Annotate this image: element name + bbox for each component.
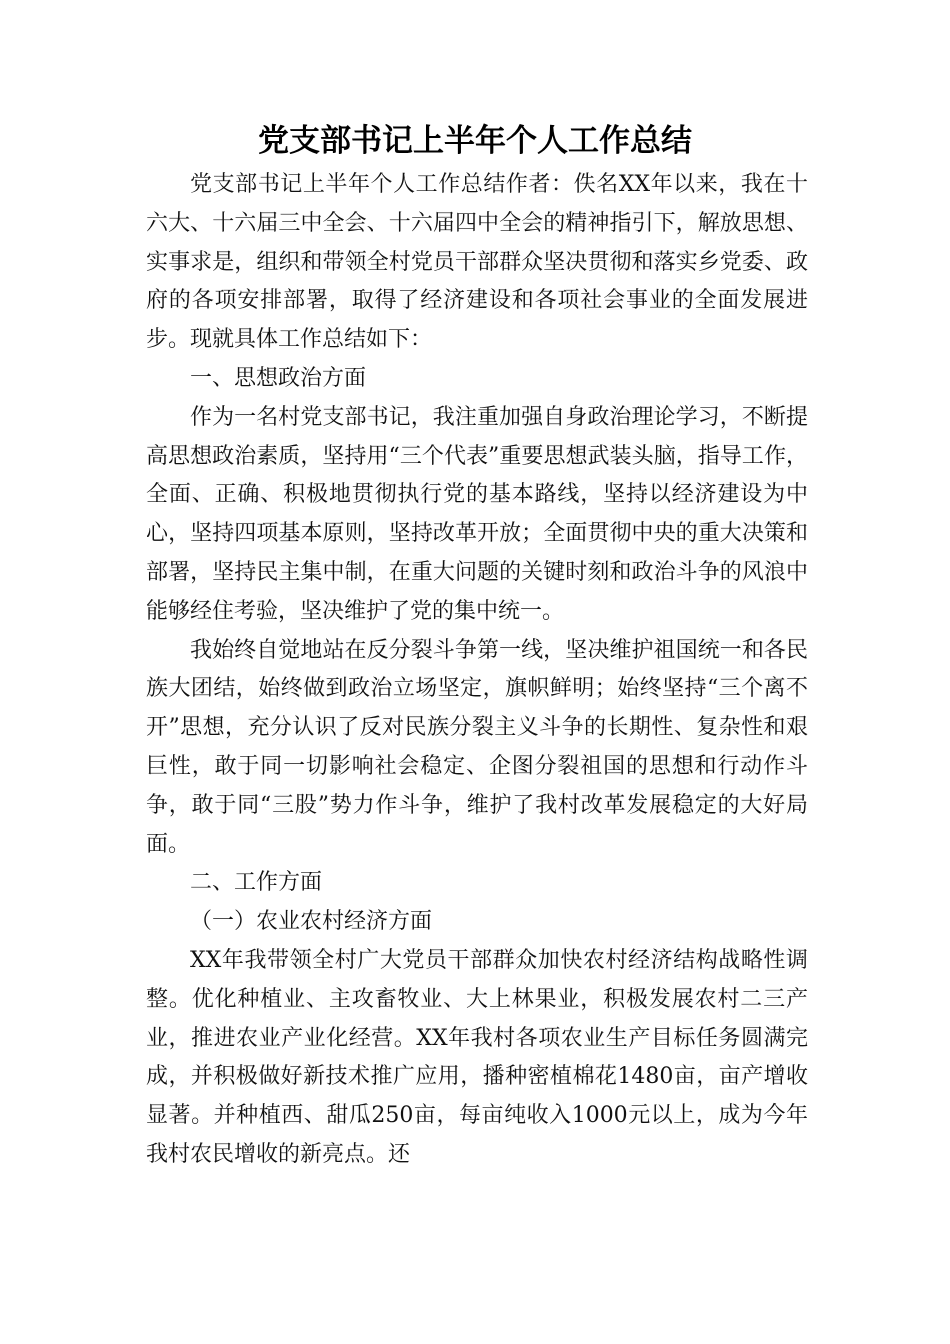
document-body	[146, 166, 808, 1175]
subsection-heading-agriculture: （一）农业农村经济方面	[190, 909, 433, 935]
section-heading-work: 二、工作方面	[190, 870, 323, 896]
section-heading-ideology: 一、思想政治方面	[190, 365, 367, 391]
intro-paragraph: 党支部书记上半年个人工作总结作者：佚名XX年以来，我在十六大、十六届三中全会、十六届四中全会的精神指引下，解放思想、实事求是，组织和带领全村党员干部群众坚决贯彻和落实乡党委、政府的各项安排部署，取得了经济建设和各项社会事业的全面发展进步。现就具体工作总结如下：	[146, 172, 808, 353]
agriculture-paragraph: XX年我带领全村广大党员干部群众加快农村经济结构战略性调整。优化种植业、主攻畜牧业、大上林果业，积极发展农村二三产业，推进农业产业化经营。XX年我村各项农业生产目标任务圆满完成，并积极做好新技术推广应用，播种密植棉花1480亩，亩产增收显著。并种植西、甜瓜250亩，每亩纯收入1000元以上，成为今年我村农民增收的新亮点。还	[146, 947, 808, 1167]
ideology-paragraph-1: 作为一名村党支部书记，我注重加强自身政治理论学习，不断提高思想政治素质，坚持用“三个代表”重要思想武装头脑，指导工作，全面、正确、积极地贯彻执行党的基本路线，坚持以经济建设为中心，坚持四项基本原则，坚持改革开放；全面贯彻中央的重大决策和部署，坚持民主集中制，在重大问题的关键时刻和政治斗争的风浪中能够经住考验，坚决维护了党的集中统一。	[146, 404, 808, 624]
ideology-paragraph-2: 我始终自觉地站在反分裂斗争第一线，坚决维护祖国统一和各民族大团结，始终做到政治立场坚定，旗帜鲜明；始终坚持“三个离不开”思想，充分认识了反对民族分裂主义斗争的长期性、复杂性和艰巨性，敢于同一切影响社会稳定、企图分裂祖国的思想和行动作斗争，敢于同“三股”势力作斗争，维护了我村改革发展稳定的大好局面。	[146, 637, 808, 857]
document-title: 党支部书记上半年个人工作总结	[258, 123, 692, 159]
